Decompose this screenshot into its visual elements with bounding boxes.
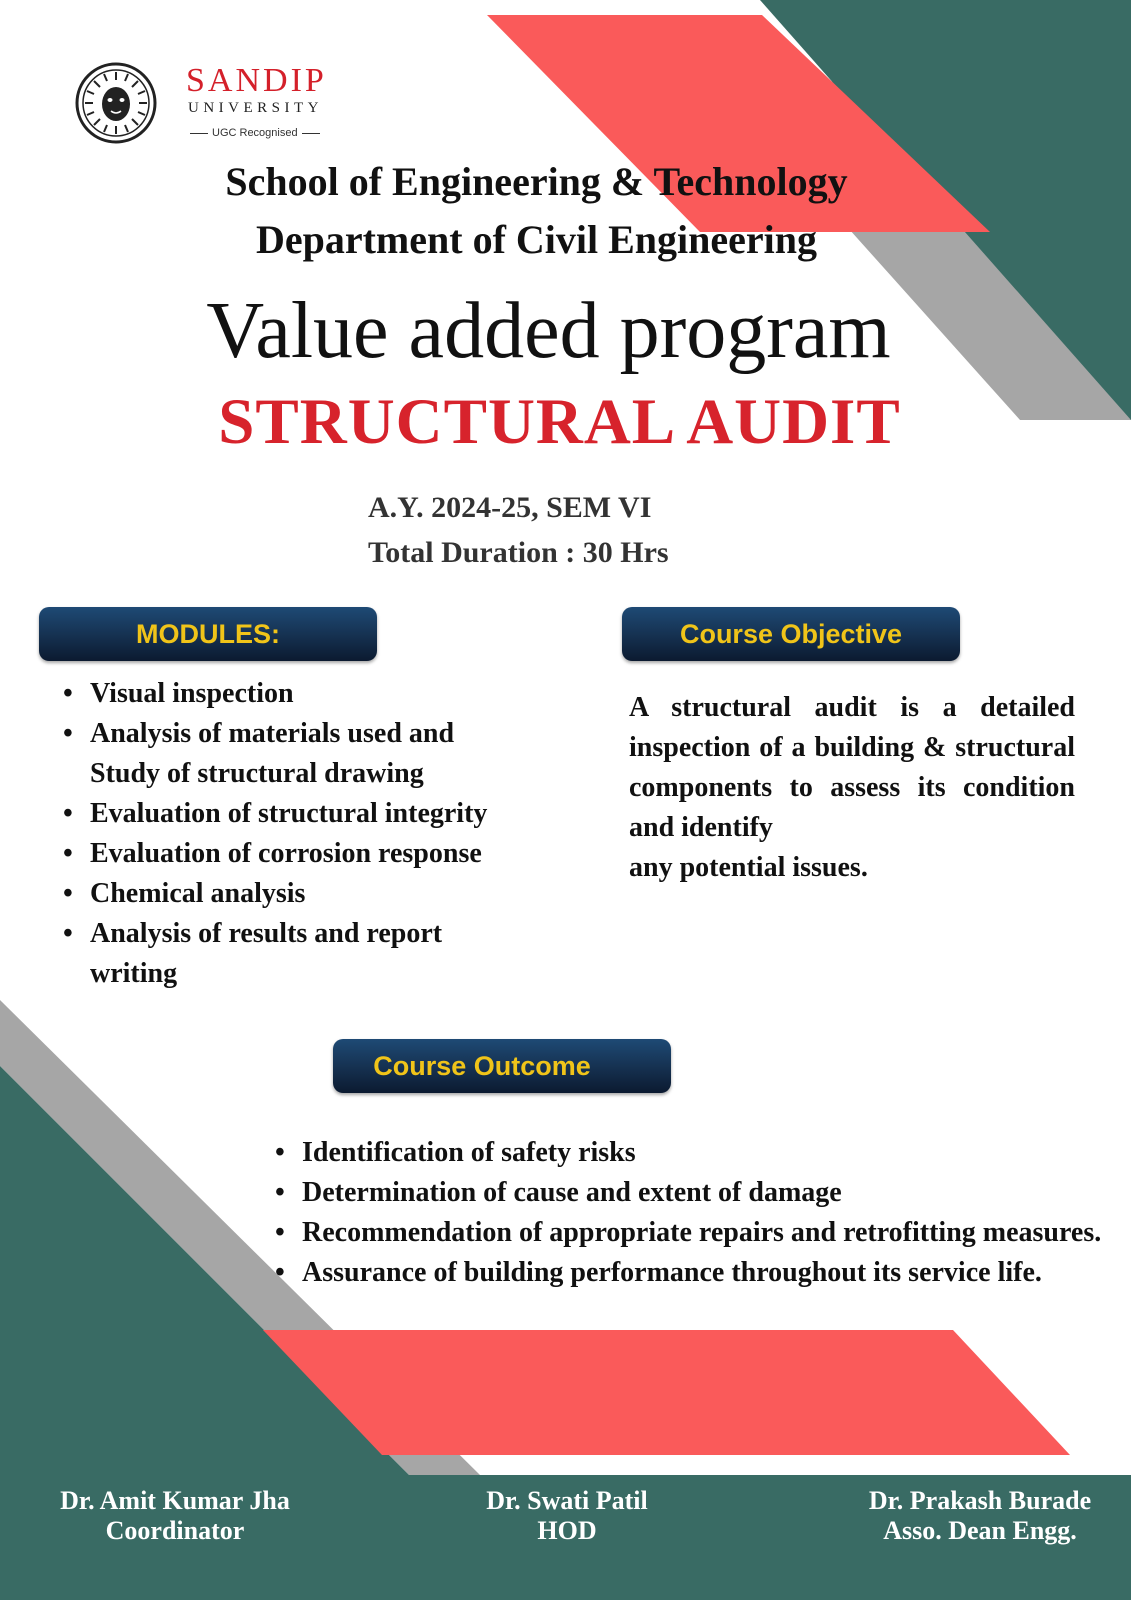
list-item [63, 794, 503, 834]
signatory-name: Dr. Amit Kumar Jha [60, 1486, 290, 1515]
objective-heading: Course Objective [622, 607, 960, 661]
school-name: School of Engineering & Technology [225, 159, 848, 204]
objective-line: inspection of a building & structural [629, 732, 1075, 763]
signatory-coordinator [25, 1486, 325, 1546]
outcome-heading: Course Outcome [333, 1039, 671, 1093]
objective-text [629, 688, 1075, 888]
module-line: Evaluation of structural integrity [90, 798, 488, 829]
university-name: SANDIP [186, 62, 327, 99]
list-item [63, 714, 503, 794]
academic-year: A.Y. 2024-25, SEM VI [368, 491, 652, 524]
list-item [63, 834, 503, 874]
module-line: writing [90, 958, 178, 989]
module-line: Analysis of results and report [90, 918, 443, 949]
objective-line: any potential issues. [629, 852, 868, 883]
ugc-tagline-text: UGC Recognised [212, 127, 298, 139]
outcomes-list [275, 1133, 1125, 1293]
total-duration: Total Duration : 30 Hrs [368, 536, 669, 569]
objective-line: A structural audit is a detailed [629, 692, 1075, 723]
list-item [63, 914, 503, 994]
list-item: • Recommendation of appropriate repairs and retrofitting measures. [275, 1213, 1125, 1253]
list-item: • Assurance of building performance throughout its service life. [275, 1253, 1125, 1293]
signatory-name: Dr. Swati Patil [486, 1486, 648, 1515]
department-name: Department of Civil Engineering [255, 217, 818, 262]
course-title: STRUCTURAL AUDIT [218, 386, 901, 458]
program-title: Value added program [206, 287, 891, 375]
modules-list [63, 674, 503, 994]
university-subname: UNIVERSITY [188, 100, 323, 116]
signatory-role: Coordinator [105, 1516, 245, 1545]
module-line: Chemical analysis [90, 878, 306, 909]
module-line: Analysis of materials used and [90, 718, 455, 749]
list-item: • Identification of safety risks [275, 1133, 1125, 1173]
modules-heading: MODULES: [39, 607, 377, 661]
university-emblem [75, 62, 157, 144]
list-item: • Determination of cause and extent of damage [275, 1173, 1125, 1213]
module-line: Study of structural drawing [90, 758, 424, 789]
signatory-dean [830, 1486, 1130, 1546]
bottom-coral-shape [263, 1330, 1070, 1455]
objective-line: and identify [629, 812, 773, 843]
signatory-role: HOD [537, 1516, 597, 1545]
signatory-hod [417, 1486, 717, 1546]
list-item [63, 674, 503, 714]
signatory-name: Dr. Prakash Burade [868, 1486, 1092, 1515]
list-item [63, 874, 503, 914]
objective-line: components to assess its condition [629, 772, 1075, 803]
signatory-role: Asso. Dean Engg. [883, 1516, 1077, 1545]
module-line: Evaluation of corrosion response [90, 838, 482, 869]
module-line: Visual inspection [90, 678, 294, 709]
ugc-tagline [186, 126, 324, 140]
